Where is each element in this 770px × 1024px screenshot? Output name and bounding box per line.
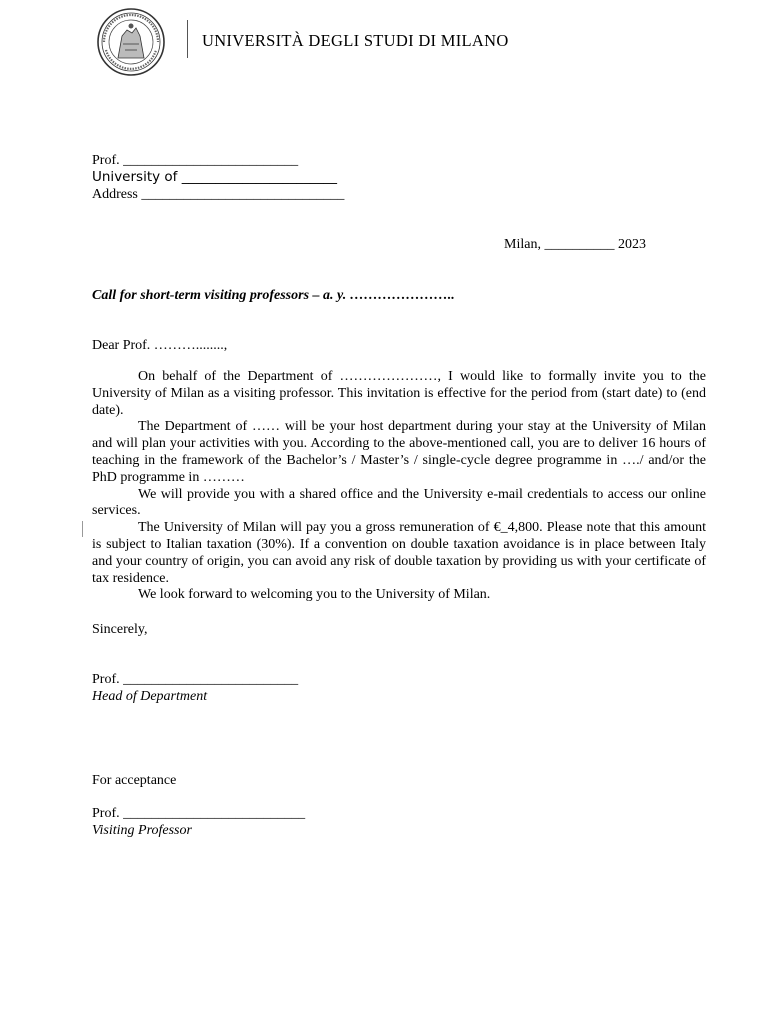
head-signature-line: Prof. _________________________ [92, 672, 299, 687]
salutation: Dear Prof. ………........, [92, 338, 228, 353]
head-role: Head of Department [92, 689, 208, 704]
header-divider [187, 20, 188, 58]
subject-line: Call for short-term visiting professors – a. y. ………………….. [92, 288, 455, 303]
paragraph-welcome: We look forward to welcoming you to the University of Milan. [138, 587, 491, 603]
visiting-signature-line: Prof. __________________________ [92, 806, 306, 821]
paragraph-host-department: The Department of …… will be your host department during your stay at the University of Milan and will plan your activities with you. According to the above-mentioned call, you are to deliver 16 hours of teaching in the framework of the Bachelor’s / Master’s / single-cycle degree programme in …./ and/or the PhD programme in ……… [92, 419, 706, 485]
recipient-university-line: University of _______________________ [92, 169, 337, 185]
recipient-address-line: Address _____________________________ [92, 187, 345, 202]
closing: Sincerely, [92, 622, 148, 637]
recipient-prof-line: Prof. _________________________ [92, 153, 299, 168]
visiting-role: Visiting Professor [92, 823, 192, 838]
text-cursor [82, 521, 83, 537]
acceptance-label: For acceptance [92, 773, 177, 788]
date-line: Milan, __________ 2023 [504, 237, 646, 252]
letter-body [92, 369, 706, 604]
paragraph-remuneration: The University of Milan will pay you a gross remuneration of €_4,800. Please note that this amount is subject to Italian taxation (30%). If a convention on double taxation avoidance is in place between Italy and your country of origin, you can avoid any risk of double taxation by providing us with your certificate of tax residence. [92, 520, 706, 586]
paragraph-office: We will provide you with a shared office and the University e-mail credentials to access our online services. [92, 486, 706, 519]
university-name: UNIVERSITÀ DEGLI STUDI DI MILANO [202, 31, 509, 50]
university-seal-icon [96, 6, 166, 78]
paragraph-invitation: On behalf of the Department of …………………, I would like to formally invite you to the University of Milan as a visiting professor. This invitation is effective for the period from (start date) to (end date). [92, 369, 706, 418]
